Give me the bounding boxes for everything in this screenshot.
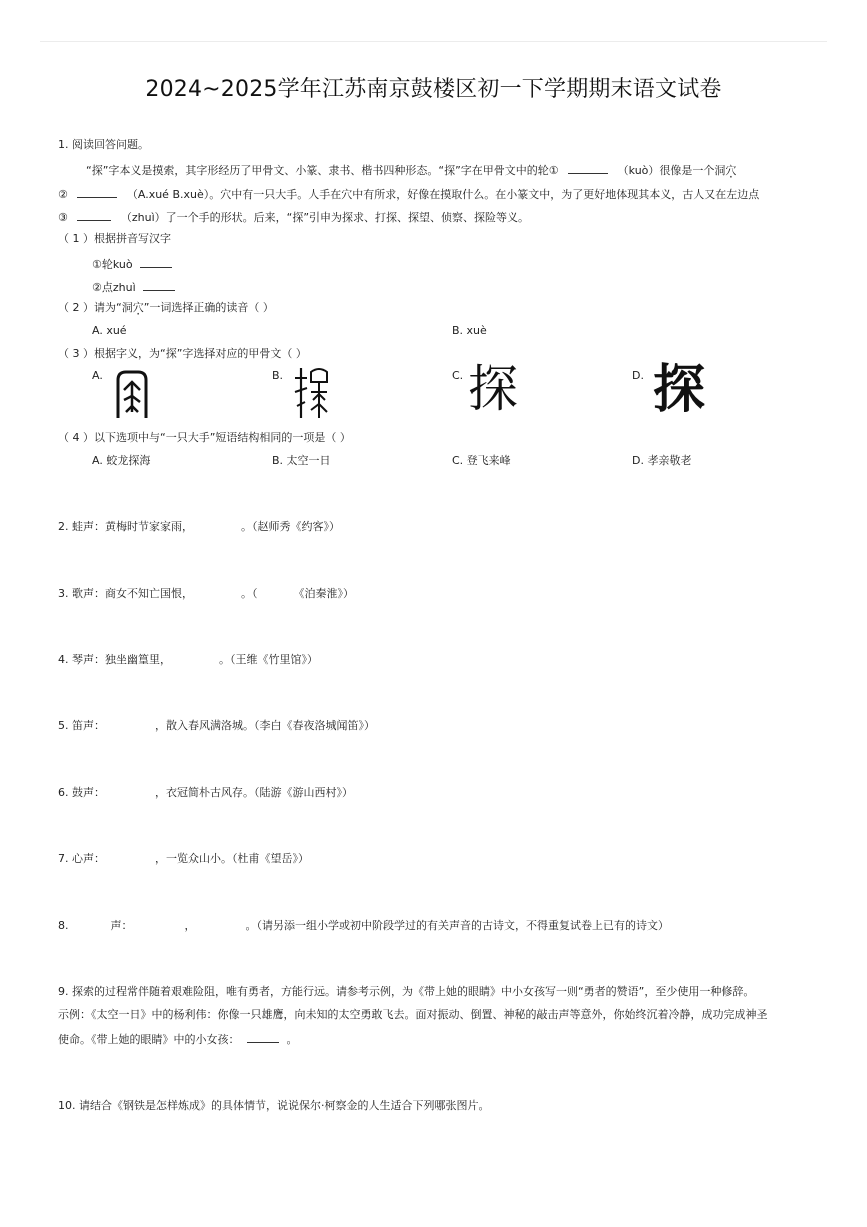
blank-1[interactable] (568, 162, 608, 174)
glyph-c: 探 (468, 360, 518, 418)
emphasis-char: 穴 (132, 301, 144, 314)
answer-blank[interactable] (140, 256, 172, 268)
question-text: 。（请另添一组小学或初中阶段学过的有关声音的古诗文，不得重复试卷上已有的诗文） (245, 919, 669, 932)
q1-sub1-label: ②点zhuì (92, 281, 136, 294)
question-text: 。（赵师秀《约客》） (241, 520, 340, 533)
answer-blank[interactable] (143, 279, 175, 291)
question-text: ，一览众山小。（杜甫《望岳》） (155, 852, 309, 865)
q1-sub2-text: （ 2 ）请为“洞 (58, 301, 133, 314)
question-text: 6. 鼓声： (58, 786, 105, 799)
question-text: 3. 歌声：商女不知亡国恨， (58, 587, 193, 600)
q1-sub1-item-b (92, 279, 175, 295)
seal-glyph-b-icon (293, 364, 333, 422)
oracle-glyph-a-icon (110, 368, 154, 422)
question-text: 声： (110, 919, 133, 932)
q1-passage-text: （kuò）很像是一个洞 (617, 164, 726, 177)
question-text: 《泊秦淮》） (293, 587, 354, 600)
q1-sub4-option-c[interactable]: C. 登飞来峰 (452, 454, 511, 467)
q1-sub3-option-a-label[interactable]: A. (92, 369, 103, 382)
glyph-d: 探 (653, 359, 706, 420)
q1-passage-text: （A.xué B.xuè）。穴中有一只大手。人手在穴中有所求，好像在摸取什么。在小篆文中，为了更好地体现其本义，古人又在左边点 (126, 188, 760, 201)
question-text: ，散入春风满洛城。（李白《春夜洛城闻笛》） (155, 719, 375, 732)
q1-sub4-option-a[interactable]: A. 蛟龙探海 (92, 454, 151, 467)
q1-heading: 1. 阅读回答问题。 (58, 138, 149, 151)
question-10: 10. 请结合《钢铁是怎样炼成》的具体情节，说说保尔·柯察金的人生适合下列哪张图片。 (58, 1099, 490, 1112)
question-2 (58, 520, 340, 534)
q1-sub4: （ 4 ）以下选项中与“一只大手”短语结构相同的一项是（ ） (58, 431, 351, 444)
question-text: 4. 琴声：独坐幽篁里， (58, 653, 171, 666)
q1-sub2-option-a[interactable]: A. xué (92, 324, 127, 337)
q1-sub2-option-b[interactable]: B. xuè (452, 324, 487, 337)
question-3 (58, 587, 354, 601)
q1-sub2-text: ”一词选择正确的读音（ ） (143, 301, 274, 314)
question-text: 2. 蛙声：黄梅时节家家雨， (58, 520, 193, 533)
blank-2[interactable] (77, 186, 117, 198)
question-6 (58, 786, 353, 800)
q1-sub2 (58, 301, 274, 315)
emphasis-char: 穴 (725, 164, 737, 177)
question-text: 使命。《带上她的眼睛》中的小女孩： (58, 1033, 240, 1046)
question-9-line3 (58, 1031, 298, 1047)
question-text: 8. (58, 919, 69, 932)
header-divider (40, 41, 827, 42)
question-text: 7. 心声： (58, 852, 105, 865)
q1-passage-text: “探”字本义是摸索，其字形经历了甲骨文、小篆、隶书、楷书四种形态。“探”字在甲骨文中的轮① (86, 164, 559, 177)
q1-sub1-item-a (92, 256, 172, 272)
question-text: ，衣冠简朴古风存。（陆游《游山西村》） (155, 786, 353, 799)
question-8 (58, 919, 669, 933)
question-text: 。 (286, 1033, 298, 1046)
q1-sub3-option-d-label[interactable]: D. (632, 369, 644, 382)
question-text: 。（王维《竹里馆》） (219, 653, 318, 666)
question-7 (58, 852, 309, 866)
q1-passage-line2 (58, 186, 759, 202)
q1-passage-text: （zhuì）了一个手的形状。后来，“探”引申为探求、打探、探望、侦察、探险等义。 (120, 211, 530, 224)
question-text: 。（ (241, 587, 258, 600)
page-title: 2024~2025学年江苏南京鼓楼区初一下学期期末语文试卷 (145, 77, 722, 102)
q1-passage-line3 (58, 209, 529, 225)
q1-sub1-label: ①轮kuò (92, 258, 133, 271)
question-9-line1: 9. 探索的过程常伴随着艰难险阻，唯有勇者，方能行远。请参考示例，为《带上她的眼睛》中小女孩写一则“勇者的赞语”，至少使用一种修辞。 (58, 985, 755, 998)
question-text: 5. 笛声： (58, 719, 105, 732)
answer-blank[interactable] (247, 1031, 279, 1043)
q1-sub4-option-b[interactable]: B. 太空一日 (272, 454, 331, 467)
q1-sub3-option-b-label[interactable]: B. (272, 369, 284, 382)
q1-passage-text: ② (58, 188, 68, 201)
q1-passage-line1 (86, 162, 736, 178)
question-text: ， (184, 919, 196, 932)
q1-passage-text: ③ (58, 211, 68, 224)
q1-sub3-option-c-label[interactable]: C. (452, 369, 464, 382)
question-4 (58, 653, 318, 667)
question-9-line2: 示例：《太空一日》中的杨利伟：你像一只雄鹰，向未知的太空勇敢飞去。面对振动、倒置、神秘的敲击声等意外，你始终沉着冷静，成功完成神圣 (58, 1008, 768, 1021)
question-5 (58, 719, 375, 733)
q1-sub4-option-d[interactable]: D. 孝亲敬老 (632, 454, 692, 467)
blank-3[interactable] (77, 209, 111, 221)
q1-sub3: （ 3 ）根据字义，为“探”字选择对应的甲骨文（ ） (58, 347, 307, 360)
q1-sub1: （ 1 ）根据拼音写汉字 (58, 232, 171, 245)
